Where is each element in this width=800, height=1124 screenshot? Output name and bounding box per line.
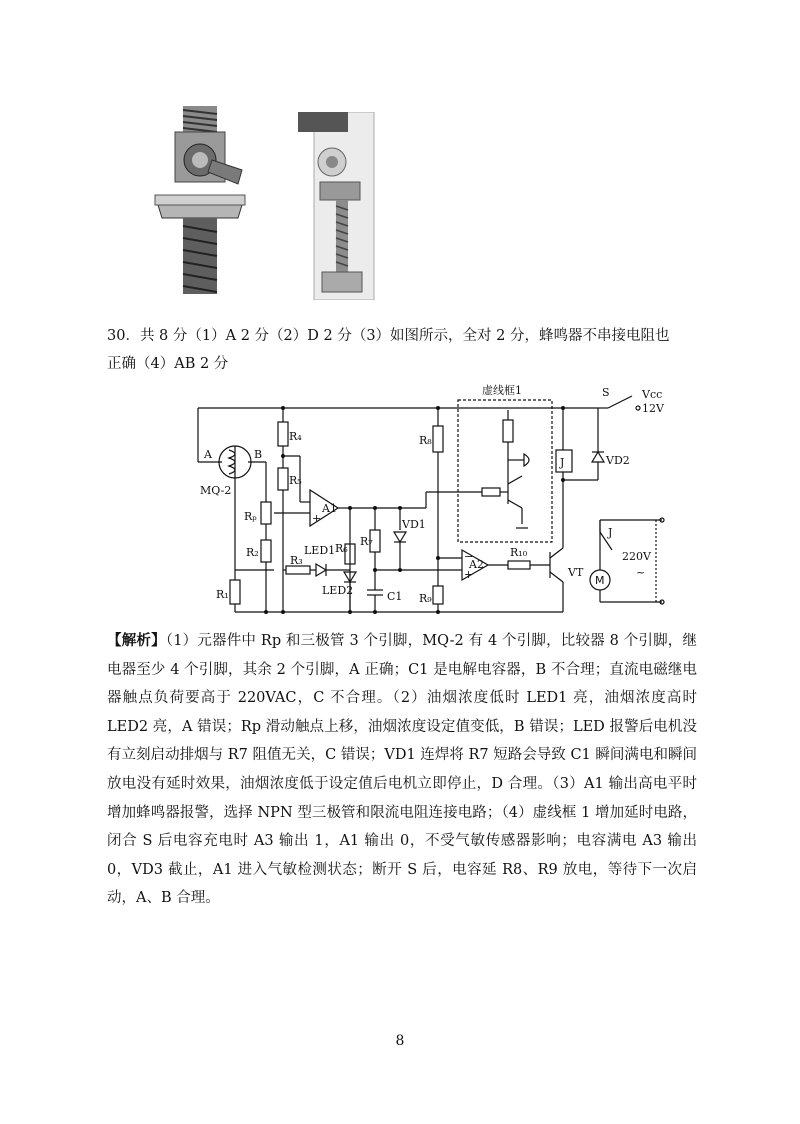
12v-label: 12V	[642, 402, 664, 415]
a2-plus-label: +	[464, 568, 474, 581]
page-number: 8	[395, 1033, 405, 1049]
motor-label: M	[595, 574, 605, 587]
analysis-heading: 【解析】	[107, 632, 166, 649]
vd1-label: VD1	[402, 518, 426, 531]
220v-label: 220V	[622, 550, 651, 563]
led2-label: LED2	[322, 584, 354, 597]
a2-minus-label: −	[464, 550, 474, 563]
vt-label: VT	[568, 566, 584, 579]
analysis-body: （1）元器件中 Rp 和三极管 3 个引脚，MQ-2 有 4 个引脚，比较器 8 个引脚，继电器至少 4 个引脚，其余 2 个引脚，A 正确；C1 是电解电容器，B 不合理；直流电磁继电器触点负荷要高于 220VAC，C 不合理。（2）油烟浓度低时 LED1 亮，油烟浓度高时 LED2 亮，A 错误；Rp 滑动触点上移，油烟浓度设定值变低，B 错误；LED 报警后电机没有立刻启动排烟与 R7 阻值无关，C 错误；VD1 连焊将 R7 短路会导致 C1 瞬间满电和瞬间放电没有延时效果，油烟浓度低于设定值后电机立即停止，D 合理。（3）A1 输出高电平时增加蜂鸣器报警，选择 NPN 型三极管和限流电阻连接电路；（4）虚线框 1 增加延时电路，闭合 S 后电容充电时 A3 输出 1，A1 输出 0，不受气敏传感器影响；电容满电 A3 输出 0，VD3 截止，A1 进入气敏检测状态；断开 S 后，电容延 R8、R9 放电，等待下一次启动，A、B 合理。	[107, 633, 697, 907]
c1-label: C1	[387, 590, 403, 603]
relay-j-label: J	[560, 456, 565, 469]
a2-label: A2	[469, 558, 484, 571]
lead-screw-photo	[298, 112, 378, 300]
circuit-diagram	[190, 380, 680, 620]
r10-label: R₁₀	[510, 546, 528, 559]
r6-label: R₆	[335, 542, 348, 555]
answer-line-2: 正确（4）AB 2 分	[107, 356, 229, 372]
ac-tilde-label: ~	[636, 566, 646, 579]
a1-plus-label: +	[312, 512, 322, 525]
r8-label: R₈	[419, 434, 432, 447]
r4-label: R₄	[289, 430, 302, 443]
led1-label: LED1	[304, 544, 336, 557]
rp-label: Rₚ	[244, 510, 257, 523]
answer-line-1: 30．共 8 分（1）A 2 分（2）D 2 分（3）如图所示，全对 2 分，蜂鸣器不串接电阻也	[107, 328, 670, 344]
answer-block	[107, 322, 697, 378]
vd2-label: VD2	[606, 454, 630, 467]
switch-s-label: S	[602, 386, 610, 399]
a1-label: A1	[322, 502, 337, 515]
r7-label: R₇	[360, 535, 373, 548]
dashed-box-label: 虚线框1	[482, 384, 522, 397]
r9-label: R₉	[419, 592, 432, 605]
sensor-b-label: B	[254, 448, 263, 461]
r1-label: R₁	[216, 588, 229, 601]
sensor-a-label: A	[204, 448, 212, 461]
screw-jack-photo	[150, 100, 250, 300]
r5-label: R₅	[289, 474, 302, 487]
r2-label: R₂	[246, 546, 259, 559]
vcc-label: Vcc	[642, 388, 663, 401]
mq2-label: MQ-2	[200, 484, 232, 497]
analysis-block	[107, 627, 697, 913]
r3-label: R₃	[290, 554, 303, 567]
switch-j-label: J	[608, 526, 613, 539]
